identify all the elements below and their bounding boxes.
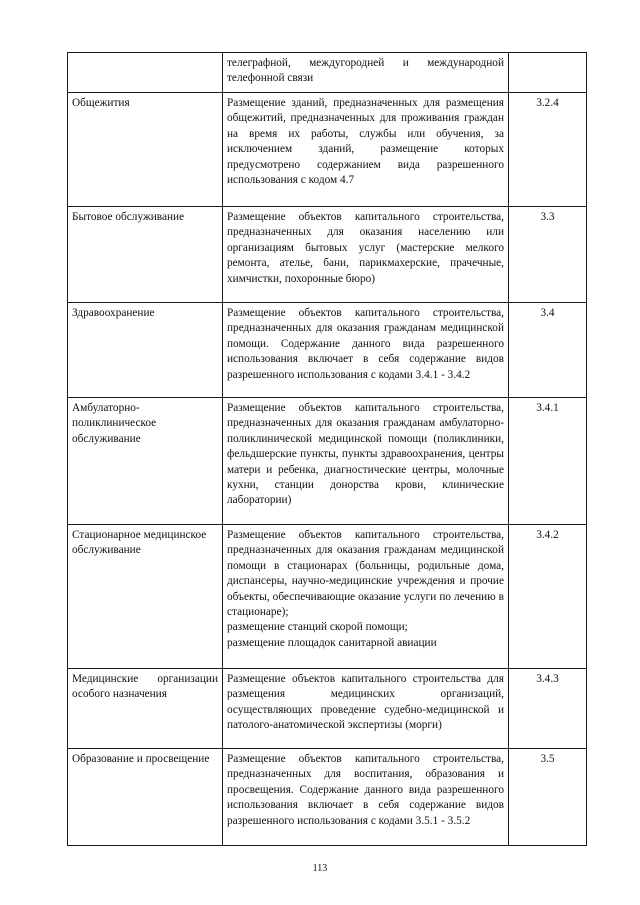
use-code-cell: 3.4.2	[509, 525, 587, 669]
table-row	[68, 398, 587, 525]
use-code-cell: 3.4.1	[509, 398, 587, 525]
use-description-cell	[223, 53, 509, 93]
use-description-cell	[223, 303, 509, 398]
description-text: Размещение зданий, предназначенных для размещения общежитий, предназначенных для проживания граждан на время их работы, службы или обучения, за исключением зданий, размещение которых предусмотрено содержанием вида разрешенного использования с кодом 4.7	[227, 97, 504, 187]
table-row	[68, 749, 587, 846]
description-text: Размещение объектов капитального строительства, предназначенных для оказания гражданам медицинской помощи в стационарах (больницы, родильные дома, диспансеры, научно-медицинские учреждения и прочие объекты, обеспечивающие оказание услуги по лечению в стационаре);	[227, 529, 504, 619]
use-description-cell	[223, 525, 509, 669]
use-code-cell	[509, 53, 587, 93]
description-text: Размещение объектов капитального строительства, предназначенных для воспитания, образования и просвещения. Содержание данного вида разрешенного использования включает в себя содержание видов разрешенного использования с кодами 3.5.1 - 3.5.2	[227, 753, 504, 827]
table-row	[68, 93, 587, 207]
use-name-cell: Образование и просвещение	[68, 749, 223, 846]
description-text: размещение площадок санитарной авиации	[227, 636, 437, 649]
table-row	[68, 207, 587, 303]
use-code-cell: 3.4.3	[509, 669, 587, 749]
use-description-cell	[223, 93, 509, 207]
use-name-cell: Медицинские организации особого назначения	[68, 669, 223, 749]
table-row	[68, 525, 587, 669]
use-name-cell: Здравоохранение	[68, 303, 223, 398]
description-text: Размещение объектов капитального строительства для размещения медицинских организаций, осуществляющих проведение судебно-медицинской и патолого-анатомической экспертизы (морги)	[227, 673, 504, 732]
use-name-cell	[68, 53, 223, 93]
table-row	[68, 303, 587, 398]
use-code-cell: 3.3	[509, 207, 587, 303]
description-text: телеграфной, междугородней и международной телефонной связи	[227, 57, 504, 85]
use-description-cell	[223, 207, 509, 303]
use-description-cell	[223, 398, 509, 525]
land-use-table	[67, 52, 587, 846]
use-description-cell	[223, 749, 509, 846]
page-number: 113	[312, 863, 328, 874]
description-text: размещение станций скорой помощи;	[227, 621, 408, 634]
use-code-cell: 3.4	[509, 303, 587, 398]
description-text: Размещение объектов капитального строительства, предназначенных для оказания гражданам медицинской помощи. Содержание данного вида разрешенного использования включает в себя содержание видов разрешенного использования с кодами 3.4.1 - 3.4.2	[227, 307, 504, 381]
description-text: Размещение объектов капитального строительства, предназначенных для оказания населению или организациям бытовых услуг (мастерские мелкого ремонта, ателье, бани, парикмахерские, прачечные, химчистки, похоронные бюро)	[227, 211, 504, 285]
use-code-cell: 3.2.4	[509, 93, 587, 207]
use-code-cell: 3.5	[509, 749, 587, 846]
table-row	[68, 669, 587, 749]
use-description-cell	[223, 669, 509, 749]
use-name-cell: Общежития	[68, 93, 223, 207]
use-name-cell: Бытовое обслуживание	[68, 207, 223, 303]
description-text: Размещение объектов капитального строительства, предназначенных для оказания гражданам амбулаторно-поликлинической медицинской помощи (поликлиники, фельдшерские пункты, пункты здравоохранения, центры матери и ребенка, диагностические центры, молочные кухни, станции донорства крови, клинические лаборатории)	[227, 402, 504, 507]
use-name-cell: Стационарное медицинское обслуживание	[68, 525, 223, 669]
use-name-cell: Амбулаторно-поликлиническое обслуживание	[68, 398, 223, 525]
table-row	[68, 53, 587, 93]
